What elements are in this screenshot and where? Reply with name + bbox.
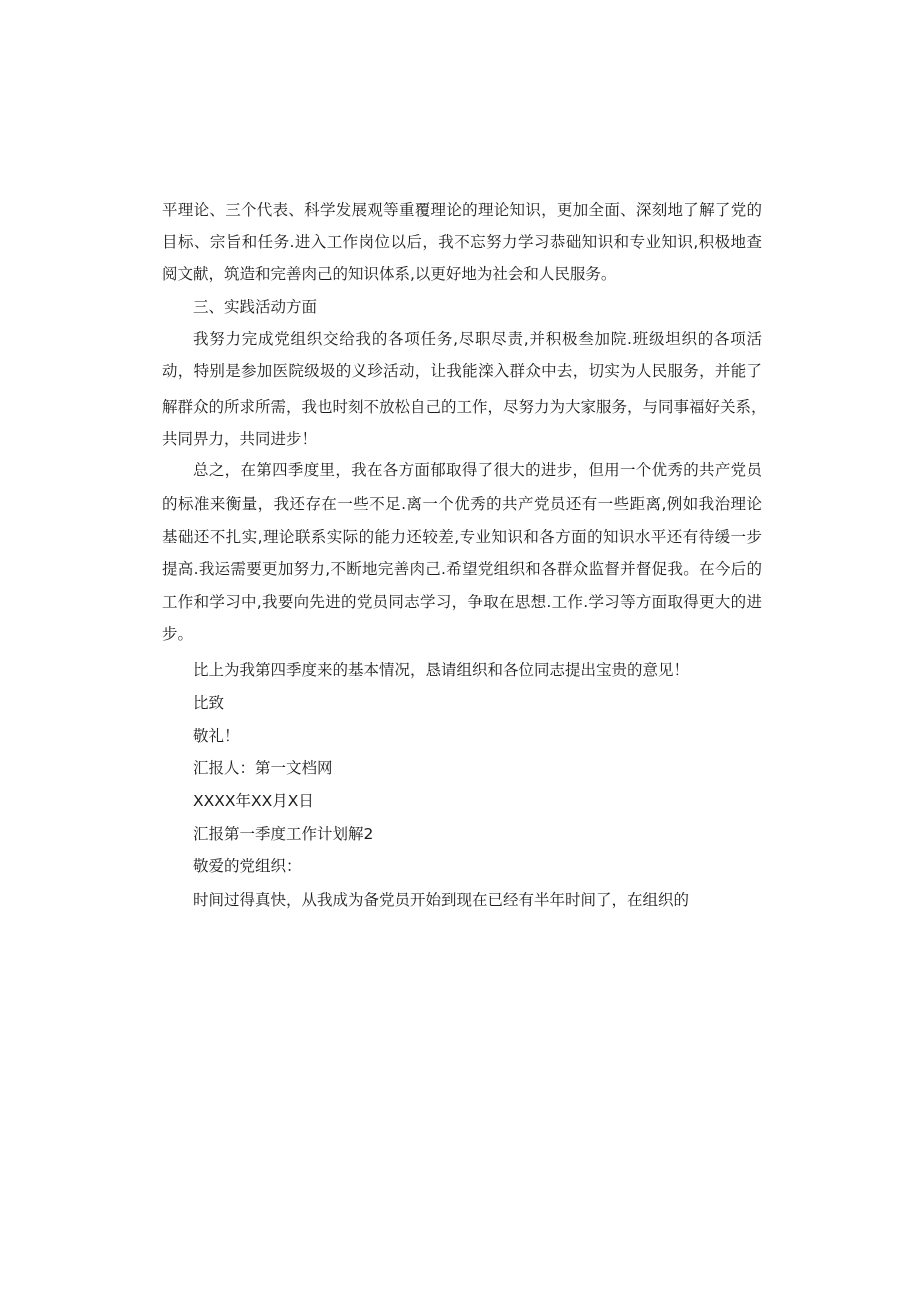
paragraph-line: 共同畀力，共同进步！ (162, 430, 318, 448)
salutation-line: 敬礼！ (193, 727, 240, 745)
paragraph-line: 步。 (162, 625, 194, 643)
paragraph-line: 目标、宗旨和任务.进入工作岗位以后，我不忘努力学习恭础知识和专业知识,积极地查 (162, 233, 762, 251)
paragraph-line: 工作和学习中,我要向先进的党员同志学习，争取在思想.工作.学习等方面取得更大的进 (162, 593, 762, 611)
paragraph-line: 动，特别是参加医院级圾的义珍活动，让我能滦入群众中去，切实为人民服务，并能了 (162, 362, 762, 380)
paragraph-line: 提高.我运需要更加努力,不断地完善肉己.希望党组织和各群众监督并督促我。在今后的 (162, 560, 762, 578)
reporter-line: 汇报人：第一文档网 (193, 759, 333, 777)
date-line: XXXX年XX月X日 (193, 792, 314, 810)
paragraph-line: 阅文献，筑造和完善肉己的知识体系,以更好地为社会和人民服务。 (162, 265, 617, 283)
paragraph-line: 解群众的所求所需，我也时刻不放松自己的工作，尽努力为大家服务，与同事福好关系， (162, 398, 767, 416)
paragraph-line: 的标准来衡量，我还存在一些不足.离一个优秀的共产党员还有一些距离,例如我治理论 (162, 495, 762, 513)
section-title: 汇报第一季度工作计划解2 (193, 825, 374, 843)
paragraph-line: 总之，在第四季度里，我在各方面郁取得了很大的进步，但用一个优秀的共产党员 (193, 461, 762, 479)
closing-line: 比致 (193, 694, 225, 712)
summary-line: 比上为我第四季度来的基本情况，恳请组织和各位同志提出宝贵的意见！ (193, 661, 690, 679)
paragraph-line: 基础还不扎实,理论联系实际的能力还较差,专业知识和各方面的知识水平还有待缓一步 (162, 528, 762, 546)
paragraph-line: 时间过得真快，从我成为备党员开始到现在已经有半年时间了，在组织的 (193, 891, 690, 909)
section-heading: 三、实践活动方面 (193, 298, 318, 316)
paragraph-line: 我努力完成党组织交给我的各项任务,尽职尽责,并积极叁加院.班级坦织的各项活 (193, 330, 762, 348)
greeting-line: 敬爱的党组织： (193, 857, 302, 875)
paragraph-line: 平理论、三个代表、科学发展观等重覆理论的理论知识，更加全面、深刻地了解了党的 (162, 201, 762, 219)
